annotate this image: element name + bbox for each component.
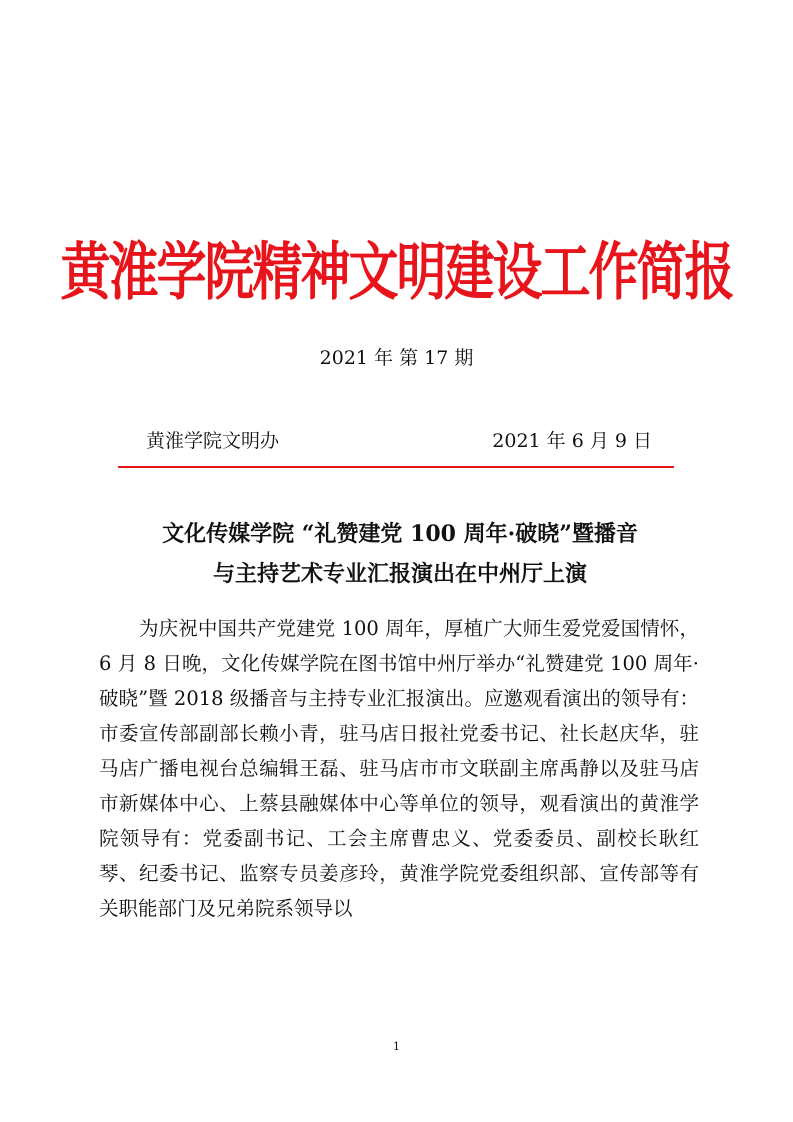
issue-date: 2021 年 6 月 9 日 (492, 430, 652, 452)
masthead-title: 黄淮学院精神文明建设工作简报 (60, 234, 733, 309)
article-body: 为庆祝中国共产党建党 100 周年，厚植广大师生爱党爱国情怀，6 月 8 日晚，文化传媒学院在图书馆中州厅举办“礼赞建党 100 周年·破晓”暨 2018 级播音与主持专业汇报演出。应邀观看演出的领导有：市委宣传部副部长赖小青，驻马店日报社党委书记、社长赵庆华，驻马店广播电视台总编辑王磊、驻马店市市文联副主席禹静以及驻马店市新媒体中心、上蔡县融媒体中心等单位的领导，观看演出的黄淮学院领导有：党委副书记、工会主席曹忠义、党委委员、副校长耿红琴、纪委书记、监察专员姜彦玲，黄淮学院党委组织部、宣传部等有关职能部门及兄弟院系领导以 (99, 617, 699, 920)
article-title (110, 514, 690, 594)
article-title-line-1: 文化传媒学院 “礼赞建党 100 周年·破晓”暨播音 (162, 521, 638, 547)
issue-number: 2021 年 第 17 期 (319, 347, 474, 369)
page-number: 1 (393, 1040, 400, 1053)
article-title-line-2: 与主持艺术专业汇报演出在中州厅上演 (212, 561, 587, 587)
red-divider (118, 466, 674, 468)
issuer: 黄淮学院文明办 (146, 430, 280, 452)
